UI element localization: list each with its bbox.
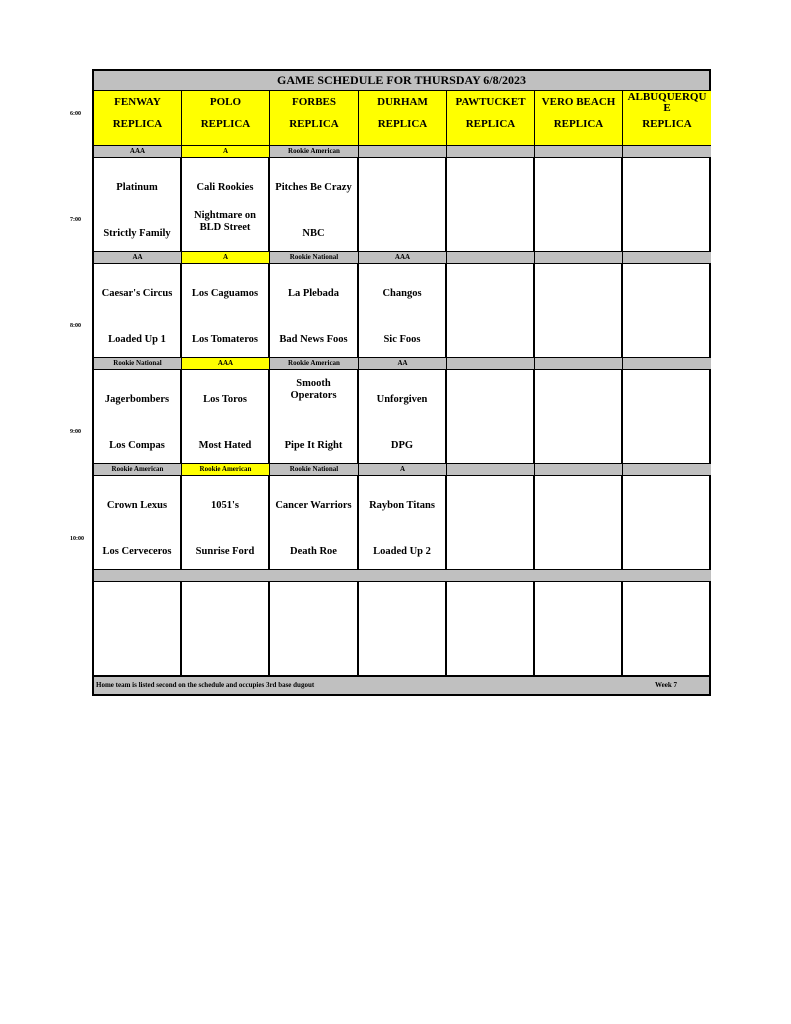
division-label: A [359, 464, 447, 476]
field-name: ALBUQUERQU E [627, 91, 707, 114]
away-team: Changos [382, 288, 422, 299]
away-team: Raybon Titans [369, 500, 435, 511]
division-label: Rookie American [270, 358, 359, 370]
home-team: Death Roe [290, 546, 337, 557]
game-cell [359, 370, 447, 464]
division-label [447, 358, 535, 370]
game-cell [94, 370, 182, 464]
division-label [623, 464, 711, 476]
division-label: AAA [94, 146, 182, 158]
field-name: POLO [209, 96, 242, 108]
division-label [535, 146, 623, 158]
game-cell [535, 370, 623, 464]
game-cell [623, 264, 711, 358]
division-label: Rookie American [182, 464, 270, 476]
game-cell [623, 370, 711, 464]
game-cell [270, 582, 359, 676]
game-cell [270, 264, 359, 358]
game-cell [623, 476, 711, 570]
game-cell [359, 158, 447, 252]
away-team: Platinum [116, 182, 158, 193]
home-team: Los Tomateros [191, 334, 259, 345]
division-label [623, 358, 711, 370]
division-label: AA [359, 358, 447, 370]
away-team: Pitches Be Crazy [275, 182, 352, 193]
away-team: Los Toros [203, 394, 247, 405]
game-cell [447, 264, 535, 358]
game-cell [623, 158, 711, 252]
game-cell [182, 370, 270, 464]
away-team: Crown Lexus [106, 500, 168, 511]
division-label [359, 146, 447, 158]
game-cell [182, 476, 270, 570]
away-team: Jagerbombers [104, 394, 170, 405]
game-cell [535, 582, 623, 676]
game-cell [270, 158, 359, 252]
field-subtitle: REPLICA [289, 118, 339, 130]
field-subtitle: REPLICA [112, 118, 163, 130]
away-team: La Plebada [287, 288, 340, 299]
game-cell [270, 370, 359, 464]
footer-note: Home team is listed second on the schedule and occupies 3rd base dugout [96, 681, 315, 689]
column-header [535, 91, 623, 146]
home-team: Los Cerveceros [102, 546, 172, 557]
division-label [447, 146, 535, 158]
game-cell [535, 476, 623, 570]
field-name: FENWAY [114, 96, 161, 108]
game-cell [94, 582, 182, 676]
game-cell [359, 582, 447, 676]
game-cell [182, 582, 270, 676]
game-cell [447, 476, 535, 570]
division-label [535, 358, 623, 370]
away-team: Unforgiven [376, 394, 428, 405]
home-team: Pipe It Right [284, 440, 343, 451]
division-label: AA [94, 252, 182, 264]
division-label [535, 252, 623, 264]
time-slot-label: 8:00 [70, 323, 81, 329]
time-slot-label: 9:00 [70, 429, 81, 435]
division-label: Rookie National [270, 464, 359, 476]
schedule-sheet [92, 69, 711, 696]
game-cell [94, 264, 182, 358]
division-label [623, 252, 711, 264]
home-team: Loaded Up 1 [108, 334, 166, 345]
game-cell [359, 264, 447, 358]
division-label: AAA [359, 252, 447, 264]
game-cell [447, 158, 535, 252]
division-label: Rookie National [270, 252, 359, 264]
column-header [182, 91, 270, 146]
division-label [535, 464, 623, 476]
division-label: A [182, 146, 270, 158]
away-team: Los Caguamos [191, 288, 259, 299]
game-cell [270, 476, 359, 570]
division-label: AAA [182, 358, 270, 370]
home-team: Nightmare on BLD Street [194, 210, 256, 233]
field-subtitle: REPLICA [200, 118, 251, 130]
away-team: Cali Rookies [196, 182, 254, 193]
away-team: Smooth Operators [290, 378, 337, 401]
game-cell [447, 370, 535, 464]
column-header [94, 91, 182, 146]
field-name: PAWTUCKET [455, 96, 526, 108]
game-cell [94, 158, 182, 252]
game-cell [182, 158, 270, 252]
home-team: Most Hated [198, 440, 252, 451]
home-team: Loaded Up 2 [373, 546, 431, 557]
home-team: Sic Foos [383, 334, 421, 345]
field-subtitle: REPLICA [465, 118, 516, 130]
time-slot-label: 6:00 [70, 111, 81, 117]
division-label [447, 464, 535, 476]
column-header [447, 91, 535, 146]
game-cell [359, 476, 447, 570]
footer-bar [94, 676, 709, 694]
home-team: Sunrise Ford [195, 546, 255, 557]
game-cell [182, 264, 270, 358]
time-slot-label: 10:00 [70, 536, 84, 542]
week-label: Week 7 [655, 681, 677, 689]
division-label: Rookie American [94, 464, 182, 476]
time-slot-label: 7:00 [70, 217, 81, 223]
division-label [447, 252, 535, 264]
field-name: FORBES [291, 96, 336, 108]
away-team: Cancer Warriors [275, 500, 352, 511]
division-label: Rookie American [270, 146, 359, 158]
division-label: A [182, 252, 270, 264]
home-team: NBC [302, 228, 325, 239]
column-header [270, 91, 359, 146]
game-cell [623, 582, 711, 676]
column-header [359, 91, 447, 146]
away-team: 1051's [210, 500, 239, 511]
spacer-bar [94, 570, 709, 582]
home-team: Bad News Foos [279, 334, 348, 345]
game-cell [535, 264, 623, 358]
away-team: Caesar's Circus [101, 288, 173, 299]
division-label: Rookie National [94, 358, 182, 370]
home-team: Los Compas [109, 440, 165, 451]
field-subtitle: REPLICA [553, 118, 604, 130]
division-label [623, 146, 711, 158]
field-subtitle: REPLICA [642, 118, 692, 130]
home-team: Strictly Family [103, 228, 171, 239]
schedule-title: GAME SCHEDULE FOR THURSDAY 6/8/2023 [94, 71, 709, 91]
game-cell [94, 476, 182, 570]
home-team: DPG [390, 440, 414, 451]
game-cell [535, 158, 623, 252]
field-subtitle: REPLICA [377, 118, 428, 130]
field-name: VERO BEACH [541, 96, 616, 108]
game-cell [447, 582, 535, 676]
column-header [623, 91, 711, 146]
field-name: DURHAM [377, 96, 428, 108]
